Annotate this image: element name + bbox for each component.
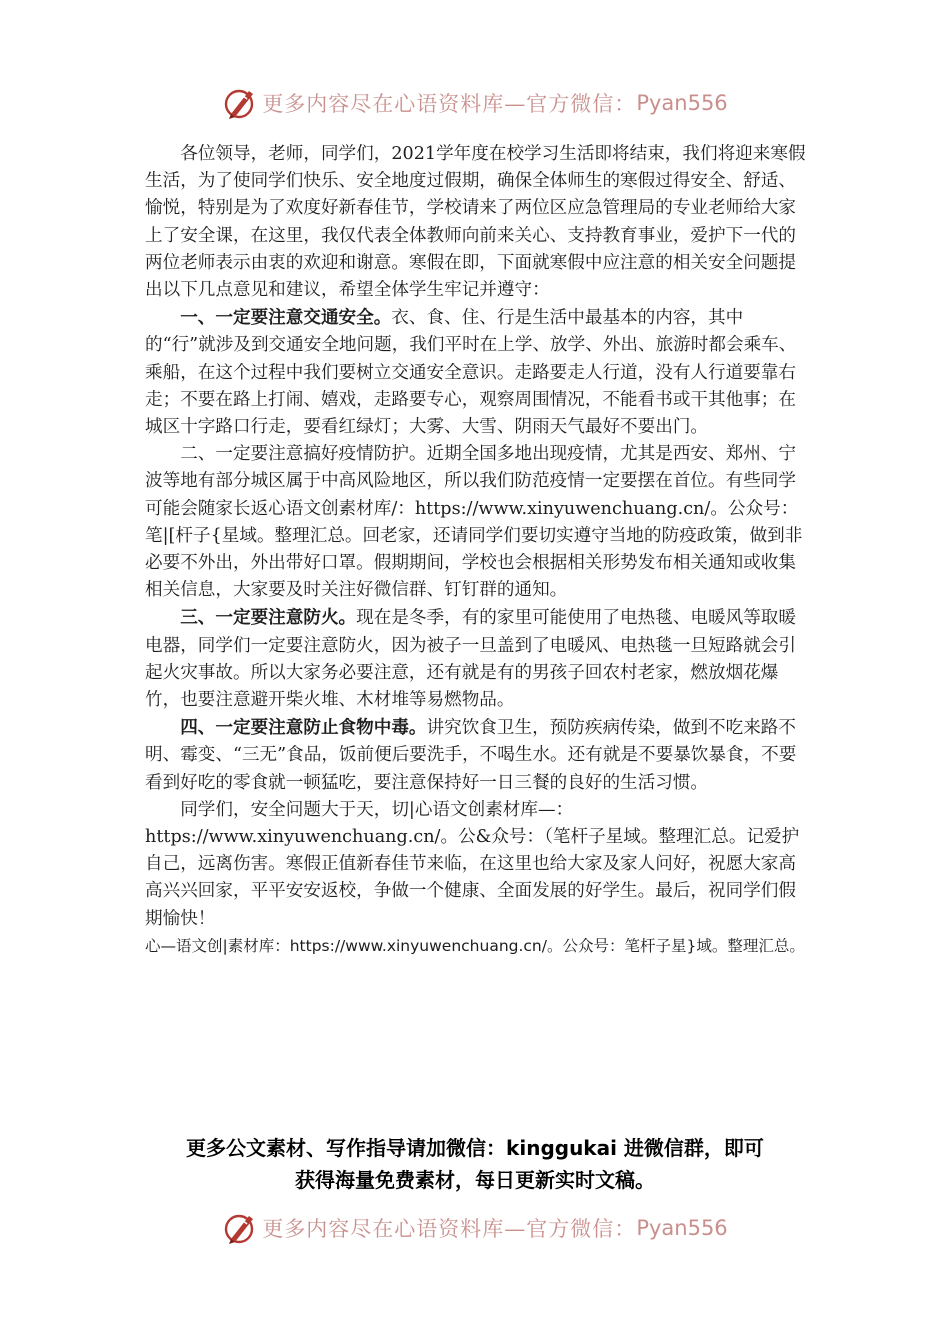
promo-line-2: 获得海量免费素材，每日更新实时文稿。 xyxy=(295,1168,655,1192)
header-banner xyxy=(0,83,950,123)
epidemic-paragraph: 二、一定要注意搞好疫情防护。近期全国多地出现疫情，尤其是西安、郑州、宁波等地有部分城区属于中高风险地区，所以我们防范疫情一定要摆在首位。有些同学可能会随家长返心语文创素材库/：https://www.xinyuwenchuang.cn/。公众号：笔|[杆子{星域。整理汇总。回老家，还请同学们要切实遵守当地的防疫政策，做到非必要不外出，外出带好口罩。假期期间，学校也会根据相关形势发布相关通知或收集相关信息，大家要及时关注好微信群、钉钉群的通知。 xyxy=(145,444,803,601)
banner-text: 更多内容尽在心语资料库—官方微信： xyxy=(262,1217,637,1241)
document-body xyxy=(145,141,807,959)
paragraph-heading: 四、一定要注意防止食物中毒。 xyxy=(180,717,427,739)
fire-safety-paragraph: 三、一定要注意防火。现在是冬季，有的家里可能使用了电热毯、电暖风等取暖电器，同学们一定要注意防火，因为被子一旦盖到了电暖风、电热毯一旦短路就会引起火灾事故。所以大家务必要注意，还有就是有的男孩子回农村老家，燃放烟花爆竹，也要注意避开柴火堆、木材堆等易燃物品。 xyxy=(145,607,796,711)
promo-line-1: 更多公文素材、写作指导请加微信：kinggukai 进微信群，即可 xyxy=(186,1136,764,1160)
banner-wechat-id: Pyan556 xyxy=(636,91,728,115)
paragraph-heading: 一、一定要注意交通安全。 xyxy=(180,307,392,329)
promo-text xyxy=(0,1132,950,1196)
traffic-safety-paragraph: 一、一定要注意交通安全。衣、食、住、行是生活中最基本的内容，其中的“行”就涉及到交通安全地问题，我们平时在上学、放学、外出、旅游时都会乘车、乘船，在这个过程中我们要树立交通安全意识。走路要走人行道，没有人行道要靠右走；不要在路上打闹、嬉戏，走路要专心，观察周围情况，不能看书或干其他事；在城区十字路口行走，要看红绿灯；大雾、大雪、阴雨天气最好不要出门。 xyxy=(145,307,797,438)
intro-paragraph: 各位领导，老师，同学们，2021学年度在校学习生活即将结束，我们将迎来寒假生活，为了使同学们快乐、安全地度过假期，确保全体师生的寒假过得安全、舒适、愉悦，特别是为了欢度好新春佳节，学校请来了两位区应急管理局的专业老师给大家上了安全课，在这里，我仅代表全体教师向前来关心、支持教育事业，爱护下一代的两位老师表示由衷的欢迎和谢意。寒假在即，下面就寒假中应注意的相关安全问题提出以下几点意见和建议，希望全体学生牢记并遵守： xyxy=(145,144,806,301)
source-footnote: 心—语文创|素材库：https://www.xinyuwenchuang.cn/。公众号：笔杆子星}域。整理汇总。 xyxy=(145,936,805,955)
pen-logo-icon xyxy=(222,85,258,121)
footer-banner xyxy=(0,1208,950,1248)
banner-wechat-id: Pyan556 xyxy=(636,1216,728,1240)
food-safety-paragraph: 四、一定要注意防止食物中毒。讲究饮食卫生，预防疾病传染，做到不吃来路不明、霉变、“三无”食品，饭前便后要洗手，不喝生水。还有就是不要暴饮暴食，不要看到好吃的零食就一顿猛吃，要注意保持好一日三餐的良好的生活习惯。 xyxy=(145,717,797,793)
pen-logo-icon xyxy=(222,1210,258,1246)
paragraph-heading: 三、一定要注意防火。 xyxy=(180,607,357,629)
closing-paragraph: 同学们，安全问题大于天，切|心语文创素材库—：https://www.xinyuwenchuang.cn/。公&众号：（笔杆子星域。整理汇总。记爱护自己，远离伤害。寒假正值新春佳节来临，在这里也给大家及家人问好，祝愿大家高高兴兴回家，平平安安返校，争做一个健康、全面发展的好学生。最后，祝同学们假期愉快！ xyxy=(145,799,800,929)
banner-text: 更多内容尽在心语资料库—官方微信： xyxy=(262,92,637,116)
